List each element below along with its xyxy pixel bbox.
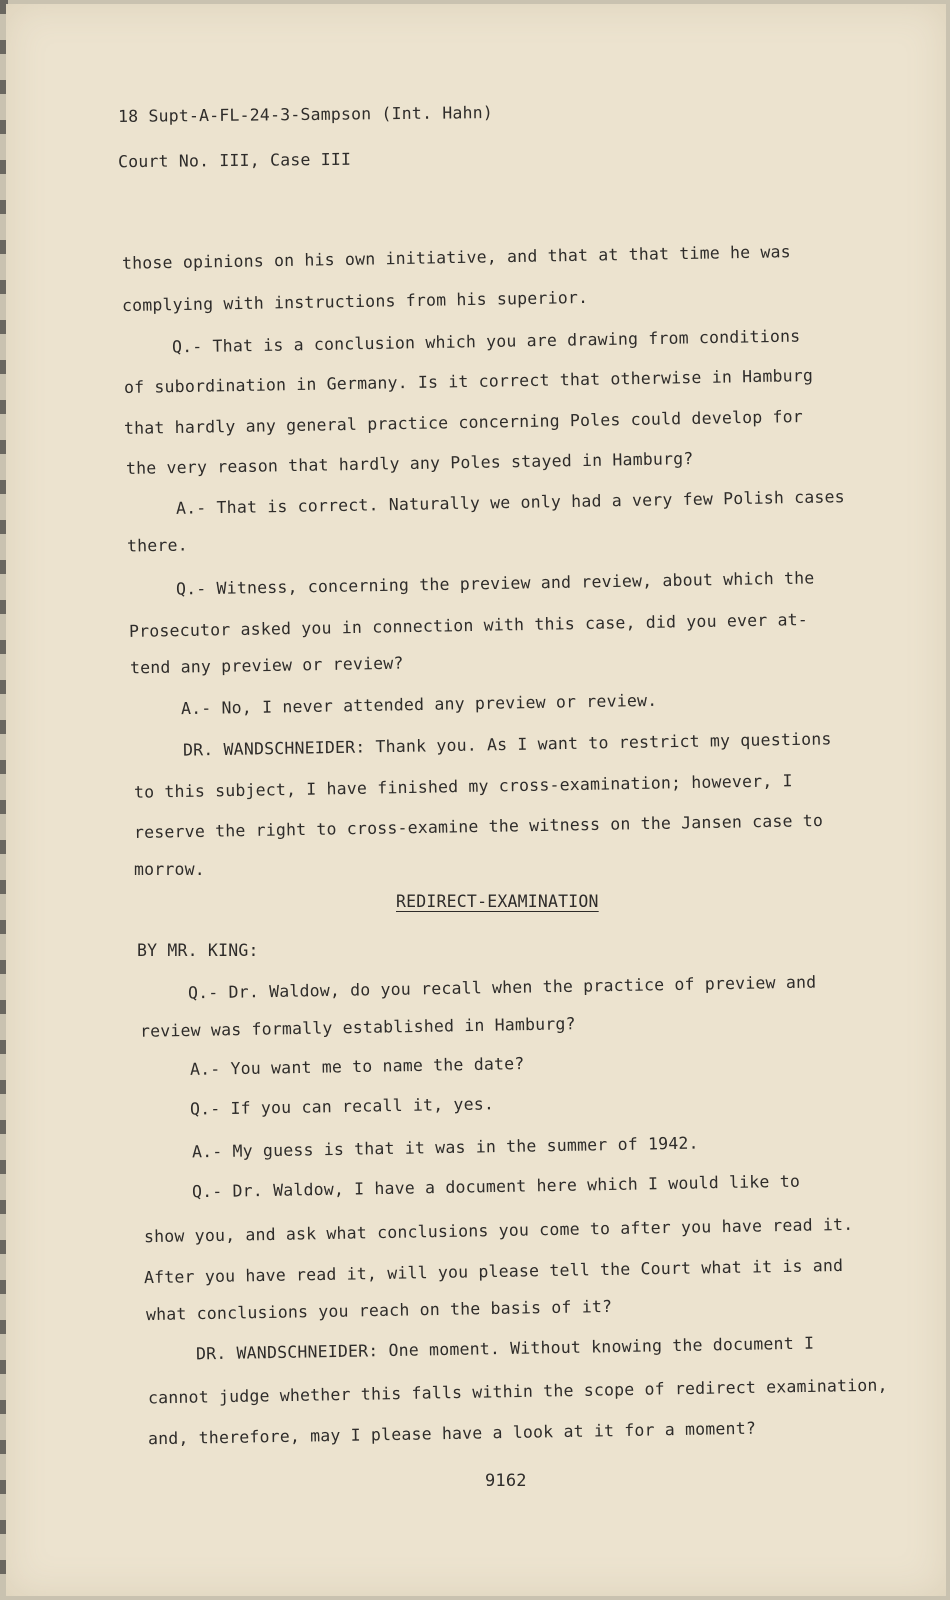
transcript-line: to this subject, I have finished my cross-examination; however, I — [133, 771, 793, 802]
transcript-line: After you have read it, will you please tell the Court what it is and — [143, 1255, 844, 1288]
page-number: 9162 — [485, 1471, 527, 1491]
transcript-line: morrow. — [134, 860, 205, 879]
section-heading: REDIRECT-EXAMINATION — [396, 892, 599, 911]
transcript-line: reserve the right to cross-examine the witness on the Jansen case to — [133, 810, 824, 843]
transcript-line: there. — [126, 535, 188, 556]
transcript-line: show you, and ask what conclusions you come to after you have read it. — [143, 1214, 854, 1247]
transcript-line: review was formally established in Hamburg? — [139, 1014, 576, 1041]
transcript-line: of subordination in Germany. Is it correct that otherwise in Hamburg — [123, 365, 814, 398]
transcript-line: A.- No, I never attended any preview or review. — [180, 690, 658, 719]
transcript-line: complying with instructions from his superior. — [121, 287, 589, 316]
transcript-line: and, therefore, may I please have a look at it for a moment? — [147, 1418, 757, 1449]
transcript-line: Q.- That is a conclusion which you are drawing from conditions — [171, 326, 801, 357]
transcript-line: the very reason that hardly any Poles stayed in Hamburg? — [125, 449, 694, 478]
header-ref: 18 Supt-A-FL-24-3-Sampson (Int. Hahn) — [117, 103, 494, 126]
transcript-line: that hardly any general practice concerning Poles could develop for — [123, 407, 804, 438]
transcript-line: what conclusions you reach on the basis of it? — [145, 1296, 613, 1325]
transcript-line: DR. WANDSCHNEIDER: Thank you. As I want to restrict my questions — [182, 729, 832, 760]
transcript-line: tend any preview or review? — [129, 653, 404, 678]
document-page — [6, 4, 946, 1596]
examiner-line: BY MR. KING: — [137, 941, 259, 960]
transcript-line: Q.- Dr. Waldow, I have a document here which I would like to — [191, 1171, 801, 1202]
transcript-line: Q.- Dr. Waldow, do you recall when the practice of preview and — [187, 972, 817, 1003]
transcript-line: DR. WANDSCHNEIDER: One moment. Without knowing the document I — [195, 1333, 815, 1364]
transcript-line: Prosecutor asked you in connection with this case, did you ever at- — [128, 610, 809, 641]
transcript-line: A.- That is correct. Naturally we only had a very few Polish cases — [175, 487, 845, 518]
transcript-line: A.- My guess is that it was in the summer of 1942. — [191, 1133, 699, 1162]
transcript-line: A.- You want me to name the date? — [189, 1054, 525, 1079]
transcript-line: those opinions on his own initiative, and that at that time he was — [121, 242, 791, 273]
transcript-line: cannot judge whether this falls within the scope of redirect examination, — [147, 1375, 888, 1408]
transcript-line: Q.- Witness, concerning the preview and review, about which the — [175, 568, 815, 599]
transcript-line: Q.- If you can recall it, yes. — [189, 1094, 495, 1119]
header-court: Court No. III, Case III — [117, 149, 352, 172]
